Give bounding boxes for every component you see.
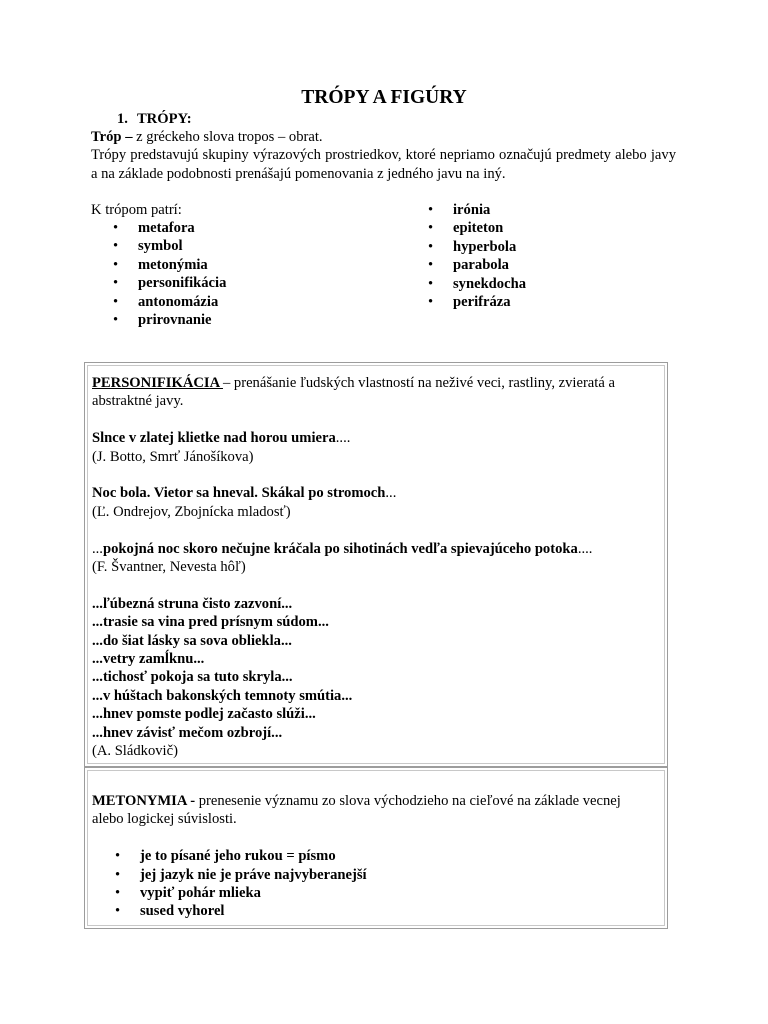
list-item: • vypiť pohár mlieka [115, 884, 652, 902]
list-item: • symbol [113, 237, 226, 255]
personification-box [84, 362, 668, 767]
list-item: • metafora [113, 219, 226, 237]
verse-source: (A. Sládkovič) [92, 743, 178, 760]
example-source: (Ľ. Ondrejov, Zbojnícka mladosť) [92, 503, 291, 520]
personification-term: PERSONIFIKÁCIA [92, 375, 223, 391]
list-item: • parabola [428, 256, 526, 274]
verse-line: ...v húštach bakonských temnoty smútia... [92, 687, 353, 704]
section-label: TRÓPY: [136, 111, 192, 127]
verse-line: ...hnev závisť mečom ozbrojí... [92, 724, 283, 741]
intro-block [91, 128, 676, 183]
list-item: • prirovnanie [113, 311, 226, 329]
list-item: • perifráza [428, 293, 526, 311]
list-item: • personifikácia [113, 274, 226, 292]
trope-term: Tróp – [91, 129, 133, 145]
example-line: ...pokojná noc skoro nečujne kráčala po sihotinách vedľa spievajúceho potoka.... [92, 540, 593, 557]
metonymy-box [84, 767, 668, 929]
example-source: (F. Švantner, Nevesta hôľ) [92, 559, 246, 576]
example-line: Noc bola. Vietor sa hneval. Skákal po stromoch... [92, 485, 397, 502]
list-item: • irónia [428, 201, 526, 219]
metonymy-examples [115, 847, 652, 921]
list-item: • epiteton [428, 219, 526, 237]
section-heading [117, 110, 192, 128]
list-item: • je to písané jeho rukou = písmo [115, 847, 652, 865]
metonymy-term: METONYMIA - [92, 793, 196, 809]
metonymy-definition: METONYMIA - prenesenie významu zo slova východzieho na cieľové na základe vecnej alebo logickej súvislosti. [92, 793, 621, 828]
list-item: • synekdocha [428, 275, 526, 293]
verse-line: ...do šiat lásky sa sova obliekla... [92, 632, 292, 649]
list-item: • hyperbola [428, 238, 526, 256]
verse-line: ...trasie sa vina pred prísnym súdom... [92, 614, 329, 631]
trope-term-definition: z gréckeho slova tropos – obrat. [132, 129, 323, 145]
verse-line: ...hnev pomste podlej začasto slúži... [92, 706, 316, 723]
personification-definition: PERSONIFIKÁCIA – prenášanie ľudských vlastností na neživé veci, rastliny, zvieratá a abstraktné javy. [92, 375, 615, 410]
page-title: TRÓPY A FIGÚRY [301, 87, 467, 108]
trope-definition [91, 128, 676, 146]
verse-line: ...tichosť pokoja sa tuto skryla... [92, 669, 293, 686]
trope-list-left [113, 219, 226, 329]
verse-line: ...vetry zamĺknu... [92, 651, 205, 668]
list-item: • sused vyhorel [115, 902, 652, 920]
list-item: • metonýmia [113, 256, 226, 274]
example-source: (J. Botto, Smrť Jánošíkova) [92, 448, 254, 465]
section-number: 1. [117, 111, 128, 127]
trope-list-heading: K trópom patrí: [91, 202, 182, 218]
list-item: • antonomázia [113, 293, 226, 311]
trope-list-right [428, 201, 526, 311]
intro-paragraph: Trópy predstavujú skupiny výrazových prostriedkov, ktoré nepriamo označujú predmety alebo javy a na základe podobnosti prenášajú pomenovania z jedného javu na iný. [91, 147, 676, 182]
list-item: • jej jazyk nie je práve najvyberanejší [115, 866, 652, 884]
example-line: Slnce v zlatej klietke nad horou umiera.... [92, 430, 351, 447]
verse-line: ...ľúbezná struna čisto zazvoní... [92, 595, 293, 612]
